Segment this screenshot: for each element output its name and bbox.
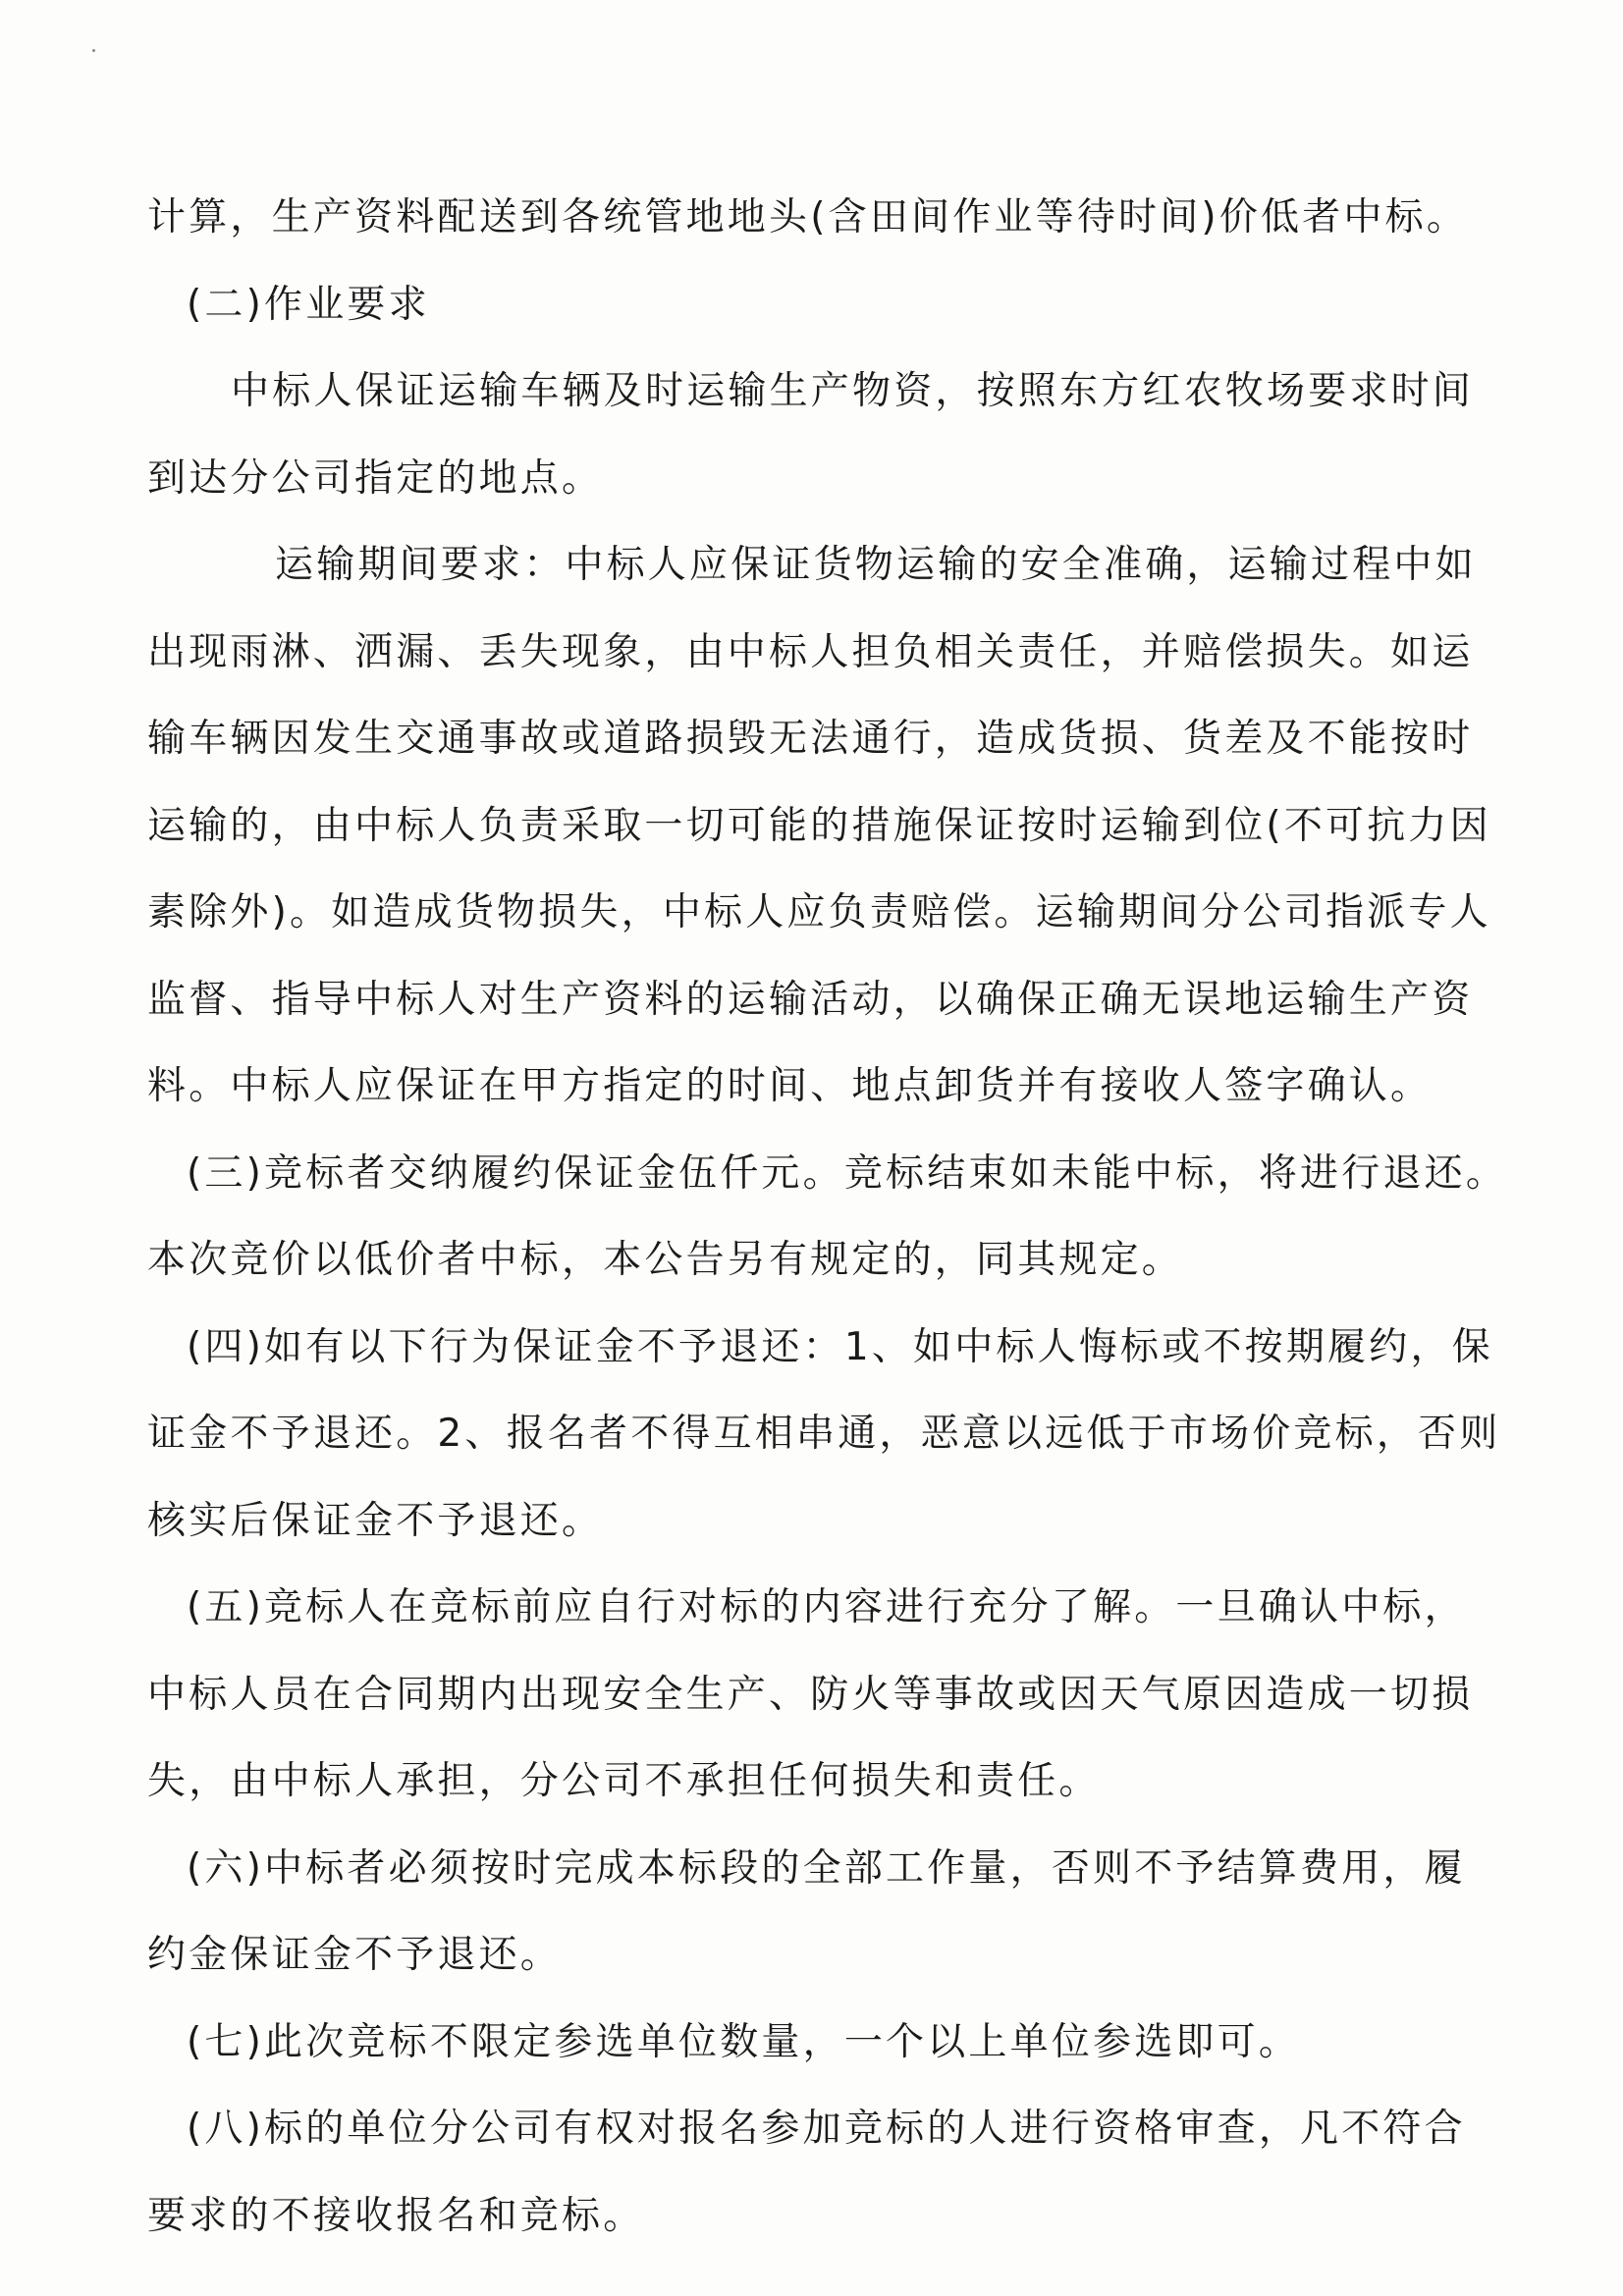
text-line: 监督、指导中标人对生产资料的运输活动，以确保正确无误地运输生产资: [147, 977, 1474, 1022]
text-line: 失，由中标人承担，分公司不承担任何损失和责任。: [147, 1759, 1101, 1803]
text-line: (五)竞标人在竞标前应自行对标的内容进行充分了解。一旦确认中标，: [187, 1585, 1466, 1629]
text-line: (四)如有以下行为保证金不予退还：1、如中标人悔标或不按期履约，保: [187, 1324, 1493, 1369]
text-line: 运输的，由中标人负责采取一切可能的措施保证按时运输到位(不可抗力因: [147, 803, 1491, 848]
text-line: 本次竞价以低价者中标，本公告另有规定的，同其规定。: [147, 1238, 1184, 1282]
text-line: 素除外)。如造成货物损失，中标人应负责赔偿。运输期间分公司指派专人: [147, 890, 1491, 934]
text-line: (七)此次竞标不限定参选单位数量，一个以上单位参选即可。: [187, 2019, 1301, 2064]
text-line: 料。中标人应保证在甲方指定的时间、地点卸货并有接收人签字确认。: [147, 1064, 1433, 1108]
text-line: 约金保证金不予退还。: [147, 1933, 563, 1977]
text-line: 要求的不接收报名和竞标。: [147, 2193, 645, 2238]
section-heading: (二)作业要求: [187, 282, 430, 327]
text-line: (六)中标者必须按时完成本标段的全部工作量，否则不予结算费用，履: [187, 1845, 1466, 1891]
text-line: 出现雨淋、洒漏、丢失现象，由中标人担负相关责任，并赔偿损失。如运: [147, 629, 1474, 674]
text-line: 运输期间要求：中标人应保证货物运输的安全准确，运输过程中如: [275, 543, 1477, 587]
text-line: 证金不予退还。2、报名者不得互相串通，恶意以远低于市场价竞标，否则: [147, 1412, 1501, 1456]
text-line: 中标人员在合同期内出现安全生产、防火等事故或因天气原因造成一切损: [147, 1672, 1474, 1717]
text-line: 到达分公司指定的地点。: [147, 455, 604, 501]
document-body: [147, 175, 1508, 2260]
scan-speck: [92, 49, 95, 52]
text-line: 计算，生产资料配送到各统管地地头(含田间作业等待时间)价低者中标。: [147, 195, 1469, 240]
text-line: (三)竞标者交纳履约保证金伍仟元。竞标结束如未能中标，将进行退还。: [187, 1150, 1508, 1196]
text-line: (八)标的单位分公司有权对报名参加竞标的人进行资格审查，凡不符合: [187, 2107, 1466, 2151]
text-line: 输车辆因发生交通事故或道路损毁无法通行，造成货损、货差及不能按时: [147, 717, 1474, 761]
text-line: 核实后保证金不予退还。: [147, 1498, 604, 1543]
text-line: 中标人保证运输车辆及时运输生产物资，按照东方红农牧场要求时间: [231, 369, 1475, 413]
